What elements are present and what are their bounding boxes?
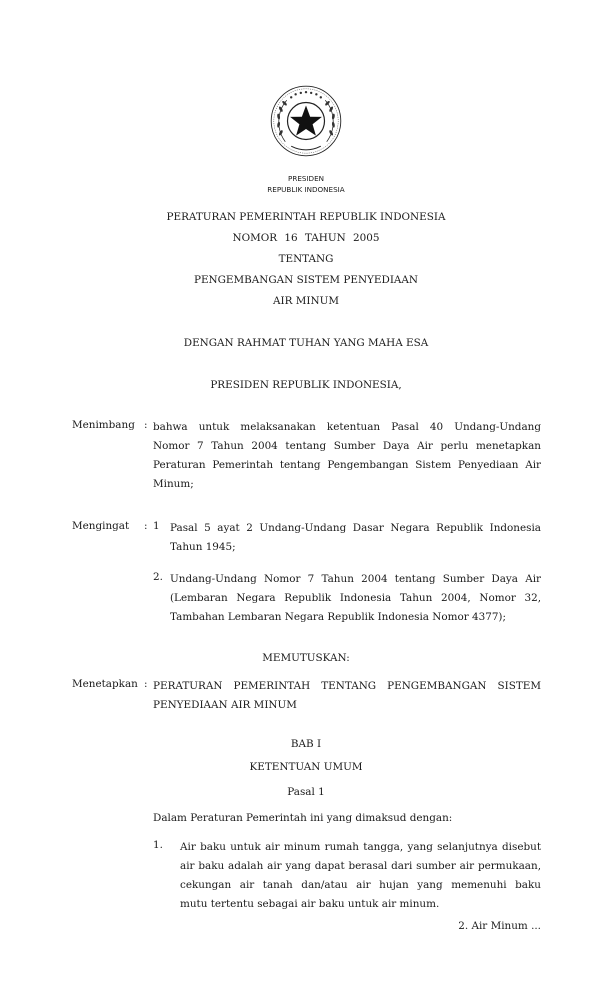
definition-item-number: 1.	[153, 839, 163, 851]
definition-item-line: mutu tertentu sebagai air baku untuk air minum.	[180, 898, 440, 910]
presidential-emblem-icon	[269, 84, 343, 158]
institution-name: PRESIDEN	[287, 174, 324, 183]
page-continuation: 2. Air Minum ...	[458, 920, 541, 932]
preamble-president: PRESIDEN REPUBLIK INDONESIA,	[210, 379, 402, 391]
mengingat-label: Mengingat	[72, 520, 130, 532]
menimbang-line: bahwa untuk melaksanakan ketentuan Pasal 40 Undang-Undang	[153, 421, 541, 433]
preamble-divine: DENGAN RAHMAT TUHAN YANG MAHA ESA	[183, 337, 429, 349]
institution-country: REPUBLIK INDONESIA	[267, 185, 345, 194]
menimbang-colon: :	[144, 419, 148, 431]
mengingat-item-line: (Lembaran Negara Republik Indonesia Tahun 2004, Nomor 32,	[170, 592, 541, 604]
chapter-title: KETENTUAN UMUM	[249, 761, 363, 773]
article-number: Pasal 1	[287, 786, 325, 798]
menetapkan-line: PENYEDIAAN AIR MINUM	[153, 699, 297, 711]
menimbang-label: Menimbang	[72, 419, 135, 431]
article-intro: Dalam Peraturan Pemerintah ini yang dimaksud dengan:	[153, 812, 453, 824]
mengingat-item	[170, 519, 541, 557]
menimbang-line: Peraturan Pemerintah tentang Pengembangan Sistem Penyediaan Air	[153, 459, 541, 471]
mengingat-item-number: 2.	[153, 571, 163, 583]
mengingat-colon: :	[144, 520, 148, 532]
definition-item	[180, 838, 541, 914]
menimbang-line: Nomor 7 Tahun 2004 tentang Sumber Daya Air perlu menetapkan	[153, 440, 541, 452]
chapter-number: BAB I	[290, 738, 322, 750]
regulation-title: PERATURAN PEMERINTAH REPUBLIK INDONESIA	[166, 211, 446, 223]
menetapkan-text	[153, 677, 541, 715]
mengingat-item-line: Tahun 1945;	[170, 541, 236, 553]
menetapkan-colon: :	[144, 678, 148, 690]
mengingat-item-number: 1	[153, 520, 160, 532]
definition-item-line: Air baku untuk air minum rumah tangga, yang selanjutnya disebut	[180, 841, 541, 853]
mengingat-item-line: Pasal 5 ayat 2 Undang-Undang Dasar Negara Republik Indonesia	[170, 522, 541, 534]
mengingat-item-line: Undang-Undang Nomor 7 Tahun 2004 tentang Sumber Daya Air	[170, 573, 541, 585]
decision-heading: MEMUTUSKAN:	[262, 652, 350, 664]
menimbang-line: Minum;	[153, 478, 194, 490]
regulation-subject-line2: AIR MINUM	[273, 295, 339, 307]
menimbang-text	[153, 418, 541, 494]
menetapkan-label: Menetapkan	[72, 678, 138, 690]
regulation-subject-line1: PENGEMBANGAN SISTEM PENYEDIAAN	[193, 274, 419, 286]
definition-item-line: cekungan air tanah dan/atau air hujan yang memenuhi baku	[180, 879, 541, 891]
menetapkan-line: PERATURAN PEMERINTAH TENTANG PENGEMBANGAN SISTEM	[153, 680, 541, 692]
regulation-about: TENTANG	[278, 253, 334, 265]
regulation-number: NOMOR 16 TAHUN 2005	[232, 232, 380, 244]
mengingat-item	[170, 570, 541, 627]
definition-item-line: air baku adalah air yang dapat berasal dari sumber air permukaan,	[180, 860, 541, 872]
mengingat-item-line: Tambahan Lembaran Negara Republik Indonesia Nomor 4377);	[170, 611, 506, 623]
